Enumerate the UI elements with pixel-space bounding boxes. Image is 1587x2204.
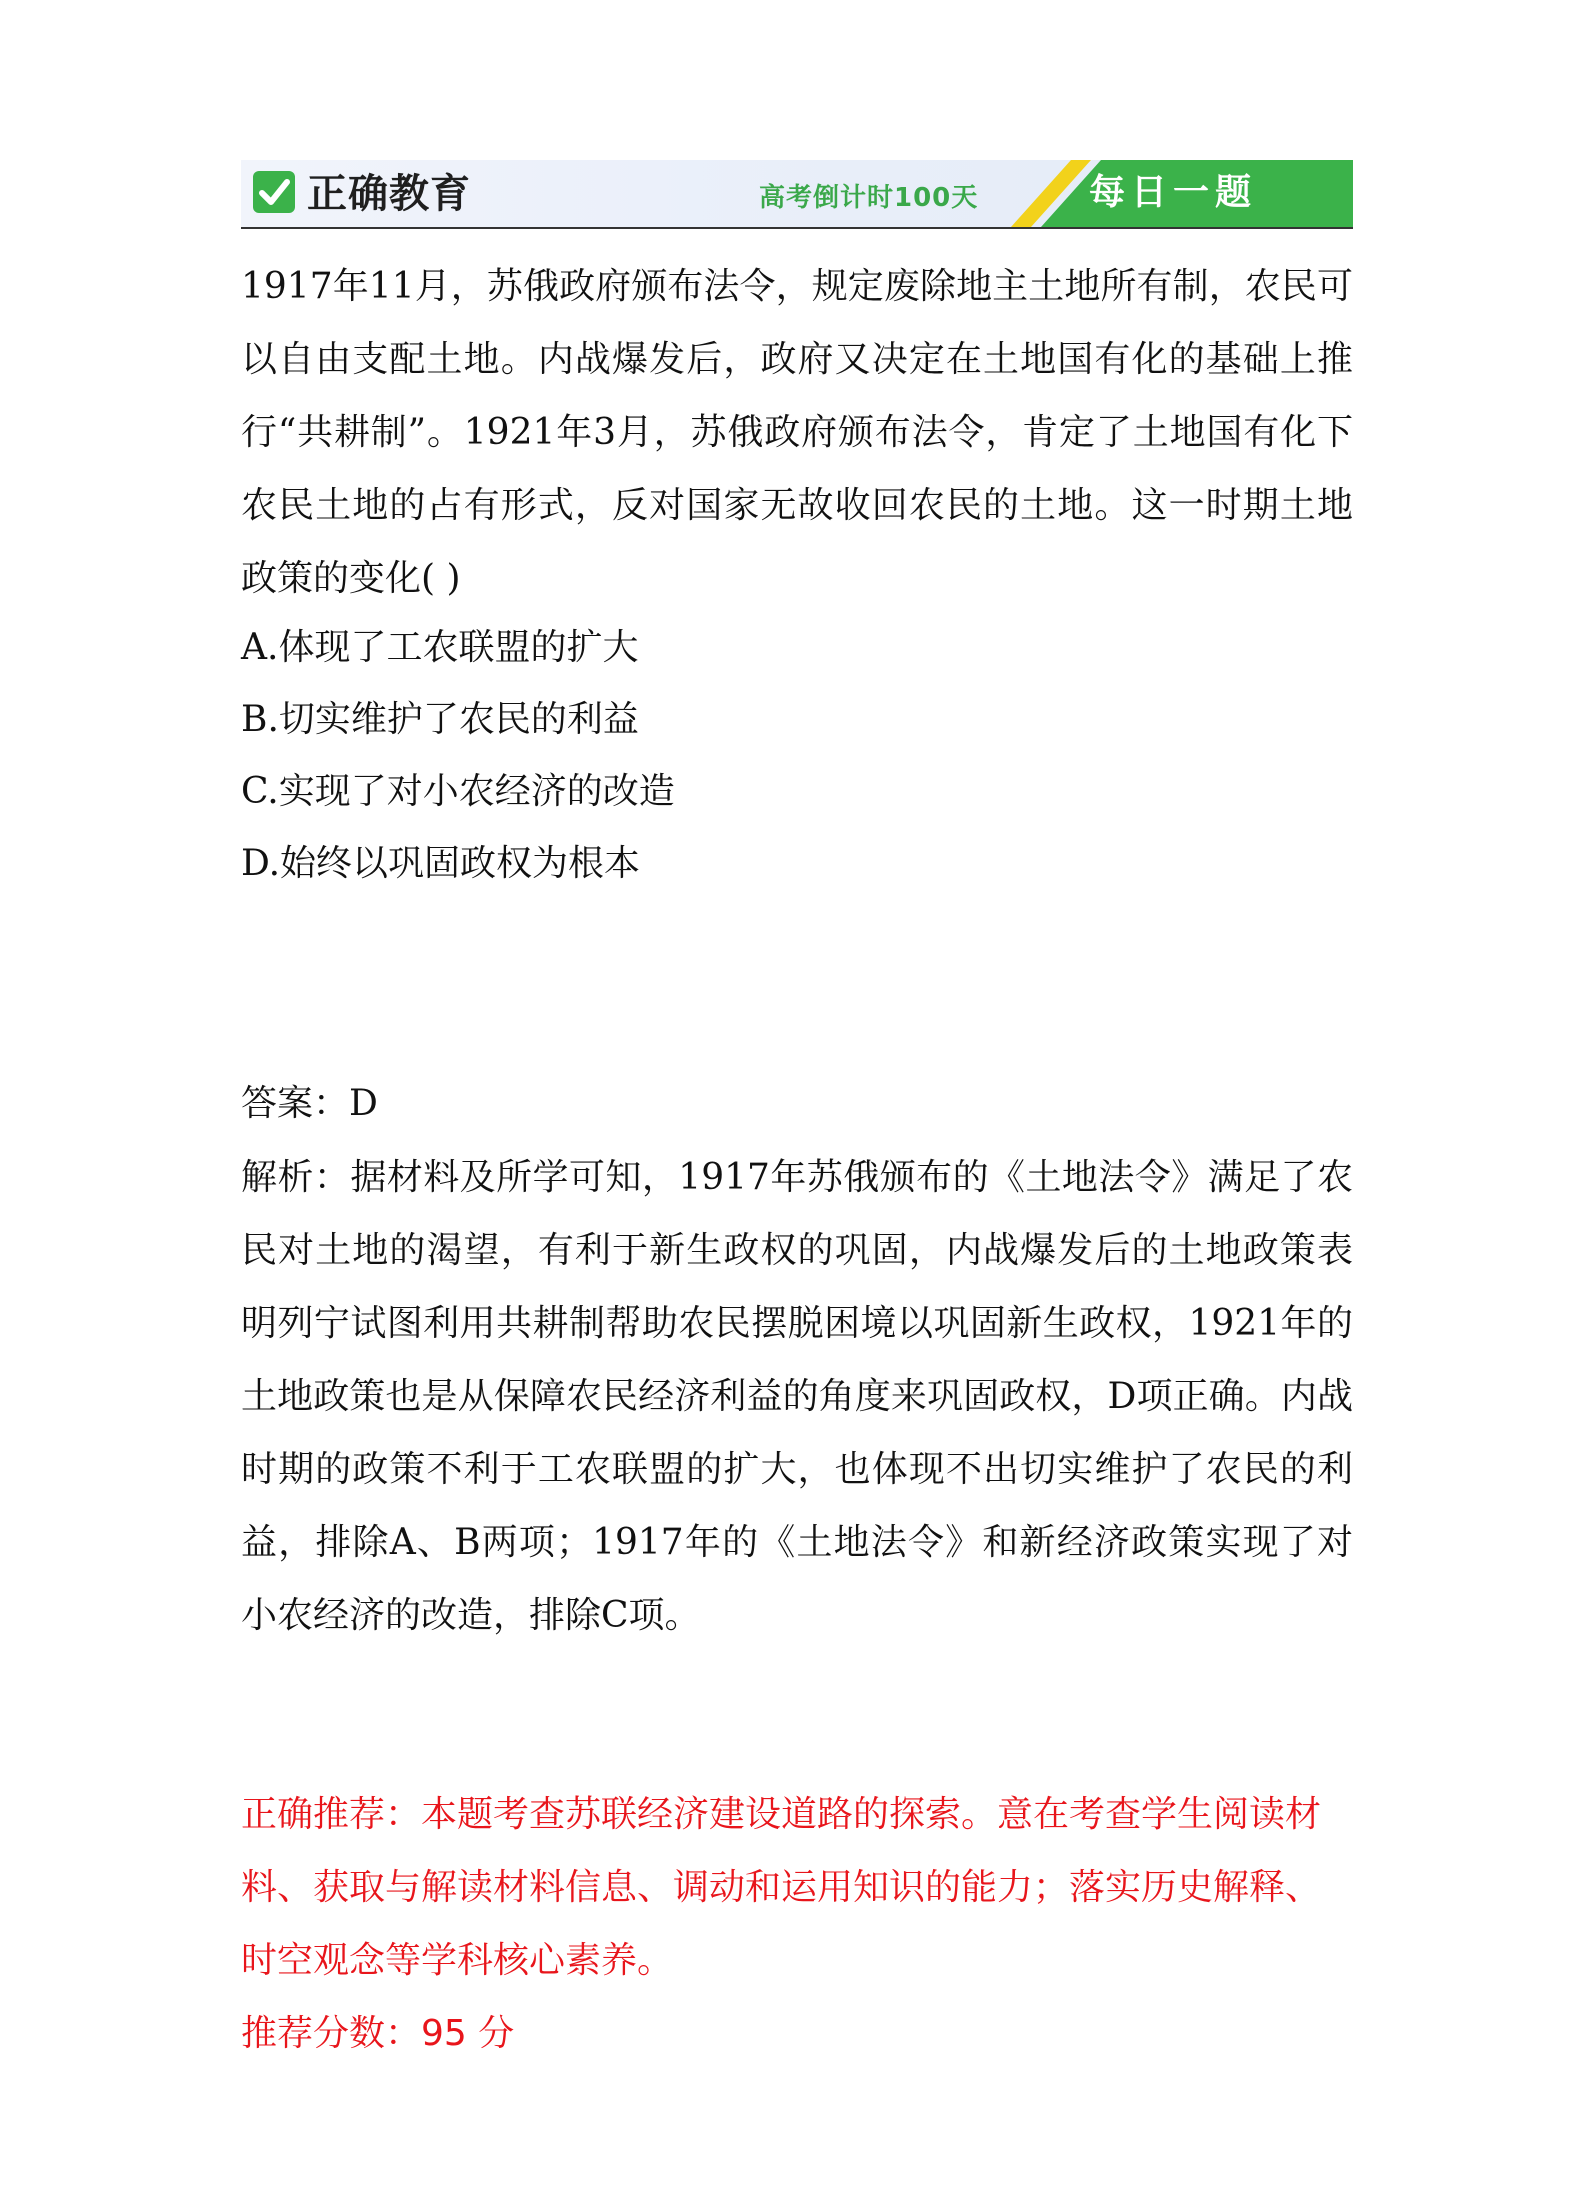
option-b: B.切实维护了农民的利益 — [241, 699, 639, 740]
answer-line: 答案：D — [241, 1083, 378, 1124]
header-banner — [241, 160, 1353, 229]
check-icon — [253, 171, 295, 213]
analysis-text: 解析：据材料及所学可知，1917年苏俄颁布的《土地法令》满足了农民对土地的渴望，有利于新生政权的巩固，内战爆发后的土地政策表明列宁试图利用共耕制帮助农民摆脱困境以巩固新生政权，1921年的土地政策也是从保障农民经济利益的角度来巩固政权，D项正确。内战时期的政策不利于工农联盟的扩大，也体现不出切实维护了农民的利益，排除A、B两项；1917年的《土地法令》和新经济政策实现了对小农经济的改造，排除C项。 — [241, 1157, 1353, 1636]
option-d: D.始终以巩固政权为根本 — [241, 843, 641, 884]
option-c: C.实现了对小农经济的改造 — [241, 771, 675, 812]
recommended-score: 推荐分数：95 分 — [241, 2013, 515, 2054]
countdown-text: 高考倒计时100天 — [759, 183, 979, 213]
daily-question-label: 每日一题 — [1089, 172, 1258, 213]
brand-name: 正确教育 — [307, 171, 471, 217]
recommendation-text: 正确推荐：本题考查苏联经济建设道路的探索。意在考查学生阅读材料、获取与解读材料信息、调动和运用知识的能力；落实历史解释、时空观念等学科核心素养。 — [241, 1794, 1322, 1981]
option-a: A.体现了工农联盟的扩大 — [241, 627, 639, 668]
question-text: 1917年11月，苏俄政府颁布法令，规定废除地主土地所有制，农民可以自由支配土地。内战爆发后，政府又决定在土地国有化的基础上推行“共耕制”。1921年3月，苏俄政府颁布法令，肯定了土地国有化下农民土地的占有形式，反对国家无故收回农民的土地。这一时期土地政策的变化( ) — [241, 266, 1353, 599]
